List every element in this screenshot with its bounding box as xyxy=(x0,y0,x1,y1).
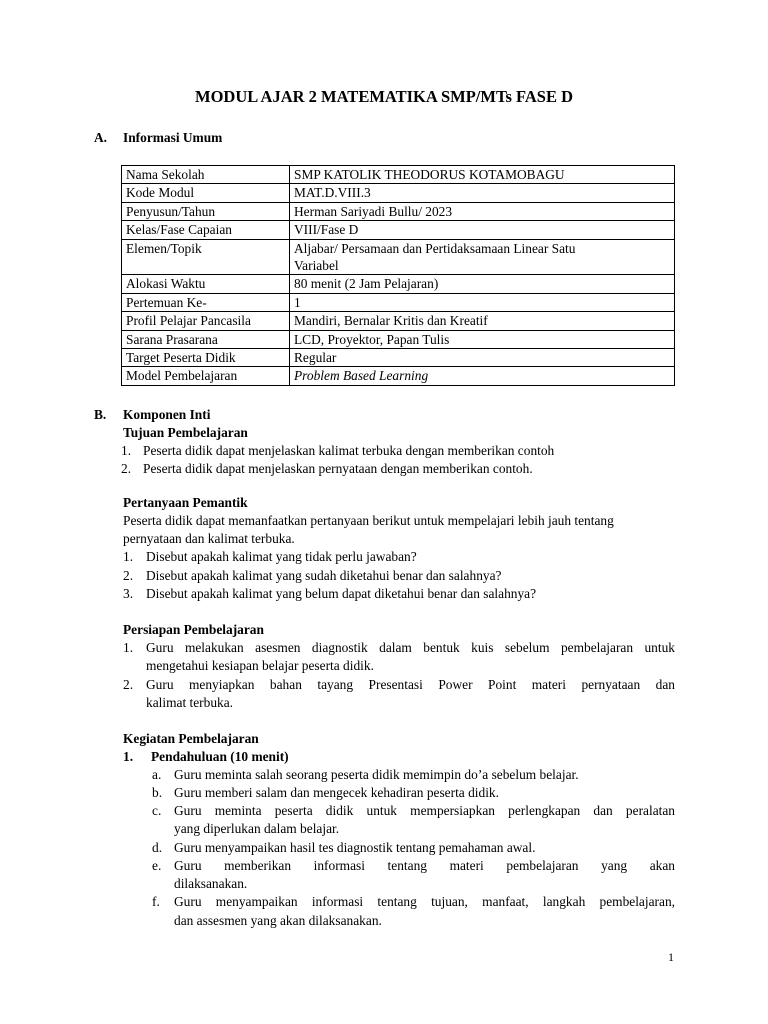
table-key: Pertemuan Ke- xyxy=(122,293,290,311)
table-value-line: Aljabar/ Persamaan dan Pertidaksamaan Linear Satu xyxy=(294,240,576,256)
list-item: Guru meminta salah seorang peserta didik memimpin do’a sebelum belajar. xyxy=(174,767,579,782)
list-item: Disebut apakah kalimat yang belum dapat diketahui benar dan salahnya? xyxy=(146,586,537,601)
list-item-continuation: mengetahui kesiapan belajar peserta didik. xyxy=(146,658,374,673)
table-key: Profil Pelajar Pancasila xyxy=(122,312,290,330)
table-key: Kelas/Fase Capaian xyxy=(122,221,290,239)
section-a-letter: A. xyxy=(94,130,108,145)
table-key: Elemen/Topik xyxy=(122,239,290,275)
paragraph-line: pernyataan dan kalimat terbuka. xyxy=(123,531,295,546)
table-value: 80 menit (2 Jam Pelajaran) xyxy=(290,275,675,293)
table-value: SMP KATOLIK THEODORUS KOTAMOBAGU xyxy=(290,166,675,184)
table-key: Model Pembelajaran xyxy=(122,367,290,385)
list-item-continuation: yang diperlukan dalam belajar. xyxy=(174,821,340,836)
list-number: 2. xyxy=(123,568,134,583)
table-key: Kode Modul xyxy=(122,184,290,202)
table-value: LCD, Proyektor, Papan Tulis xyxy=(290,330,675,348)
table-row xyxy=(122,275,675,293)
table-value: Problem Based Learning xyxy=(290,367,675,385)
list-item: Guru meminta peserta didik untuk mempersiapkan perlengkapan dan peralatan xyxy=(174,803,675,818)
section-a-title: Informasi Umum xyxy=(123,130,223,145)
paragraph-line: Peserta didik dapat memanfaatkan pertanyaan berikut untuk mempelajari lebih jauh tentang xyxy=(123,513,614,528)
persiapan-heading: Persiapan Pembelajaran xyxy=(123,622,264,637)
table-value: 1 xyxy=(290,293,675,311)
table-value xyxy=(290,239,675,275)
list-item: Guru menyiapkan bahan tayang Presentasi Power Point materi pernyataan dan xyxy=(146,677,675,692)
table-key: Nama Sekolah xyxy=(122,166,290,184)
list-letter: e. xyxy=(152,858,162,873)
list-item: Disebut apakah kalimat yang sudah diketahui benar dan salahnya? xyxy=(146,568,502,583)
list-item: Disebut apakah kalimat yang tidak perlu jawaban? xyxy=(146,549,417,564)
table-value: Herman Sariyadi Bullu/ 2023 xyxy=(290,202,675,220)
table-value: Regular xyxy=(290,349,675,367)
tujuan-heading: Tujuan Pembelajaran xyxy=(123,425,248,440)
kegiatan-heading: Kegiatan Pembelajaran xyxy=(123,731,259,746)
step-title: Pendahuluan (10 menit) xyxy=(151,749,289,764)
page-number: 1 xyxy=(668,950,674,964)
list-item-continuation: dilaksanakan. xyxy=(174,876,248,891)
list-item-continuation: dan assesmen yang akan dilaksanakan. xyxy=(174,913,382,928)
table-value: Mandiri, Bernalar Kritis dan Kreatif xyxy=(290,312,675,330)
table-row xyxy=(122,202,675,220)
section-b-title: Komponen Inti xyxy=(123,407,211,422)
section-b-letter: B. xyxy=(94,407,107,422)
list-item-continuation: kalimat terbuka. xyxy=(146,695,234,710)
list-letter: d. xyxy=(152,840,163,855)
table-row xyxy=(122,367,675,385)
list-number: 1. xyxy=(123,640,134,655)
table-row xyxy=(122,239,675,275)
table-row xyxy=(122,330,675,348)
list-letter: a. xyxy=(152,767,162,782)
table-key: Alokasi Waktu xyxy=(122,275,290,293)
document-title: MODUL AJAR 2 MATEMATIKA SMP/MTs FASE D xyxy=(195,87,573,106)
list-item: Guru melakukan asesmen diagnostik dalam bentuk kuis sebelum pembelajaran untuk xyxy=(146,640,675,655)
table-value: MAT.D.VIII.3 xyxy=(290,184,675,202)
table-row xyxy=(122,312,675,330)
table-row xyxy=(122,166,675,184)
list-number: 2. xyxy=(123,677,134,692)
list-item: Guru menyampaikan hasil tes diagnostik tentang pemahaman awal. xyxy=(174,840,536,855)
table-key: Target Peserta Didik xyxy=(122,349,290,367)
table-row xyxy=(122,293,675,311)
table-key: Sarana Prasarana xyxy=(122,330,290,348)
list-letter: f. xyxy=(152,894,160,909)
list-item: Peserta didik dapat menjelaskan kalimat terbuka dengan memberikan contoh xyxy=(143,443,555,458)
table-value: VIII/Fase D xyxy=(290,221,675,239)
table-row xyxy=(122,184,675,202)
list-item: Guru memberikan informasi tentang materi pembelajaran yang akan xyxy=(174,858,675,873)
step-number: 1. xyxy=(123,749,134,764)
list-number: 1. xyxy=(123,549,134,564)
list-number: 1. xyxy=(121,443,132,458)
pemantik-heading: Pertanyaan Pemantik xyxy=(123,495,248,510)
table-row xyxy=(122,221,675,239)
list-number: 3. xyxy=(123,586,134,601)
list-letter: c. xyxy=(152,803,162,818)
list-item: Peserta didik dapat menjelaskan pernyataan dengan memberikan contoh. xyxy=(143,461,533,476)
table-row xyxy=(122,349,675,367)
table-key: Penyusun/Tahun xyxy=(122,202,290,220)
info-table xyxy=(121,165,675,386)
list-item: Guru memberi salam dan mengecek kehadiran peserta didik. xyxy=(174,785,499,800)
table-value-line: Variabel xyxy=(294,258,339,274)
list-item: Guru menyampaikan informasi tentang tujuan, manfaat, langkah pembelajaran, xyxy=(174,894,675,909)
list-number: 2. xyxy=(121,461,132,476)
list-letter: b. xyxy=(152,785,163,800)
